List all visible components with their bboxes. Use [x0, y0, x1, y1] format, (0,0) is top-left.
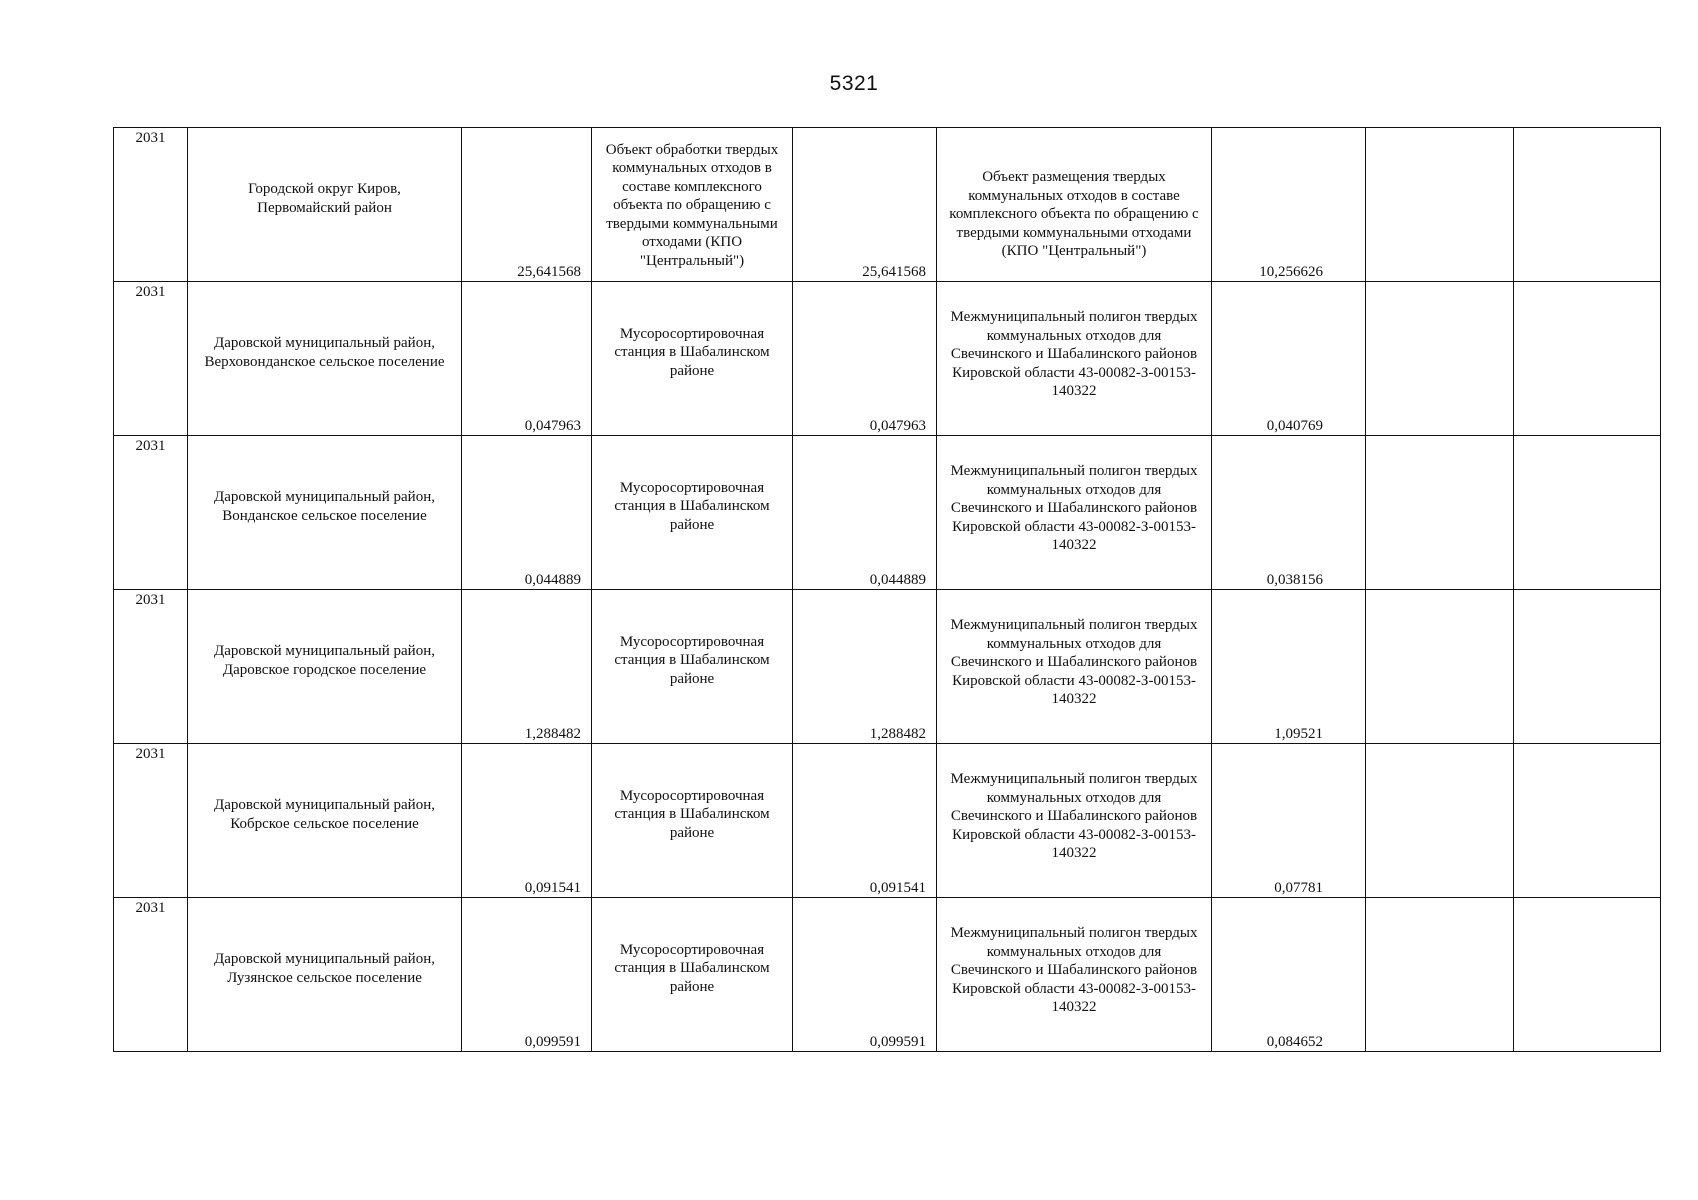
disposal-object-cell — [937, 744, 1212, 898]
empty-cell — [1366, 436, 1514, 590]
year-cell: 2031 — [114, 744, 188, 898]
processing-object-text: Мусоросортировочная станция в Шабалинском районе — [614, 325, 770, 379]
processing-object-cell — [592, 744, 793, 898]
mass-processed-cell: 0,047963 — [793, 282, 937, 436]
mass-disposed-cell: 0,084652 — [1212, 898, 1366, 1052]
disposal-object-cell — [937, 898, 1212, 1052]
processing-object-cell — [592, 590, 793, 744]
empty-cell — [1514, 744, 1661, 898]
disposal-object-text: Объект размещения твердых коммунальных отходов в составе комплексного объекта по обращению с твердыми коммунальными отходами (КПО "Центральный") — [949, 169, 1199, 260]
territory-text: Городской округ Киров, Первомайский район — [248, 181, 401, 216]
mass-processed-cell: 0,099591 — [793, 898, 937, 1052]
processing-object-cell — [592, 282, 793, 436]
disposal-object-cell — [937, 590, 1212, 744]
processing-object-text: Объект обработки твердых коммунальных отходов в составе комплексного объекта по обращению с твердыми коммунальными отходами (КПО "Центральный") — [605, 141, 779, 269]
mass-disposed-cell: 0,038156 — [1212, 436, 1366, 590]
empty-cell — [1366, 744, 1514, 898]
processing-object-cell — [592, 898, 793, 1052]
waste-flow-table — [113, 127, 1661, 1052]
page-number: 5321 — [829, 72, 879, 95]
disposal-object-text: Межмуниципальный полигон твердых коммунальных отходов для Свечинского и Шабалинского районов Кировской области 43-00082-З-00153-140322 — [950, 771, 1198, 862]
table-row — [114, 282, 1661, 436]
disposal-object-text: Межмуниципальный полигон твердых коммунальных отходов для Свечинского и Шабалинского районов Кировской области 43-00082-З-00153-140322 — [950, 463, 1198, 554]
table-row — [114, 898, 1661, 1052]
processing-object-text: Мусоросортировочная станция в Шабалинском районе — [614, 941, 770, 995]
mass-disposed-cell: 1,09521 — [1212, 590, 1366, 744]
processing-object-cell — [592, 128, 793, 282]
year-cell: 2031 — [114, 436, 188, 590]
empty-cell — [1514, 436, 1661, 590]
processing-object-text: Мусоросортировочная станция в Шабалинском районе — [614, 633, 770, 687]
territory-cell — [188, 128, 462, 282]
mass-generated-cell: 0,099591 — [462, 898, 592, 1052]
processing-object-text: Мусоросортировочная станция в Шабалинском районе — [614, 787, 770, 841]
territory-text: Даровской муниципальный район, Лузянское сельское поселение — [214, 951, 435, 986]
territory-text: Даровской муниципальный район, Вонданское сельское поселение — [214, 489, 435, 524]
mass-generated-cell: 0,044889 — [462, 436, 592, 590]
table-row — [114, 590, 1661, 744]
territory-text: Даровской муниципальный район, Кобрское сельское поселение — [214, 797, 435, 832]
table-row — [114, 128, 1661, 282]
empty-cell — [1514, 590, 1661, 744]
mass-processed-cell: 1,288482 — [793, 590, 937, 744]
mass-processed-cell: 0,091541 — [793, 744, 937, 898]
mass-disposed-cell: 10,256626 — [1212, 128, 1366, 282]
mass-processed-cell: 0,044889 — [793, 436, 937, 590]
year-cell: 2031 — [114, 898, 188, 1052]
disposal-object-cell — [937, 128, 1212, 282]
empty-cell — [1366, 590, 1514, 744]
year-cell: 2031 — [114, 128, 188, 282]
year-cell: 2031 — [114, 590, 188, 744]
processing-object-text: Мусоросортировочная станция в Шабалинском районе — [614, 479, 770, 533]
territory-cell — [188, 744, 462, 898]
disposal-object-text: Межмуниципальный полигон твердых коммунальных отходов для Свечинского и Шабалинского районов Кировской области 43-00082-З-00153-140322 — [950, 309, 1198, 400]
mass-disposed-cell: 0,07781 — [1212, 744, 1366, 898]
empty-cell — [1366, 128, 1514, 282]
mass-generated-cell: 1,288482 — [462, 590, 592, 744]
table-row — [114, 436, 1661, 590]
table-row — [114, 744, 1661, 898]
year-cell: 2031 — [114, 282, 188, 436]
territory-cell — [188, 436, 462, 590]
disposal-object-cell — [937, 436, 1212, 590]
empty-cell — [1514, 128, 1661, 282]
empty-cell — [1514, 898, 1661, 1052]
mass-generated-cell: 25,641568 — [462, 128, 592, 282]
processing-object-cell — [592, 436, 793, 590]
empty-cell — [1514, 282, 1661, 436]
disposal-object-cell — [937, 282, 1212, 436]
territory-cell — [188, 282, 462, 436]
empty-cell — [1366, 282, 1514, 436]
territory-text: Даровской муниципальный район, Верховонданское сельское поселение — [204, 335, 445, 370]
mass-processed-cell: 25,641568 — [793, 128, 937, 282]
disposal-object-text: Межмуниципальный полигон твердых коммунальных отходов для Свечинского и Шабалинского районов Кировской области 43-00082-З-00153-140322 — [950, 925, 1198, 1016]
mass-disposed-cell: 0,040769 — [1212, 282, 1366, 436]
territory-cell — [188, 590, 462, 744]
table-body — [114, 128, 1661, 1052]
disposal-object-text: Межмуниципальный полигон твердых коммунальных отходов для Свечинского и Шабалинского районов Кировской области 43-00082-З-00153-140322 — [950, 617, 1198, 708]
territory-text: Даровской муниципальный район, Даровское городское поселение — [214, 643, 435, 678]
territory-cell — [188, 898, 462, 1052]
mass-generated-cell: 0,091541 — [462, 744, 592, 898]
mass-generated-cell: 0,047963 — [462, 282, 592, 436]
empty-cell — [1366, 898, 1514, 1052]
